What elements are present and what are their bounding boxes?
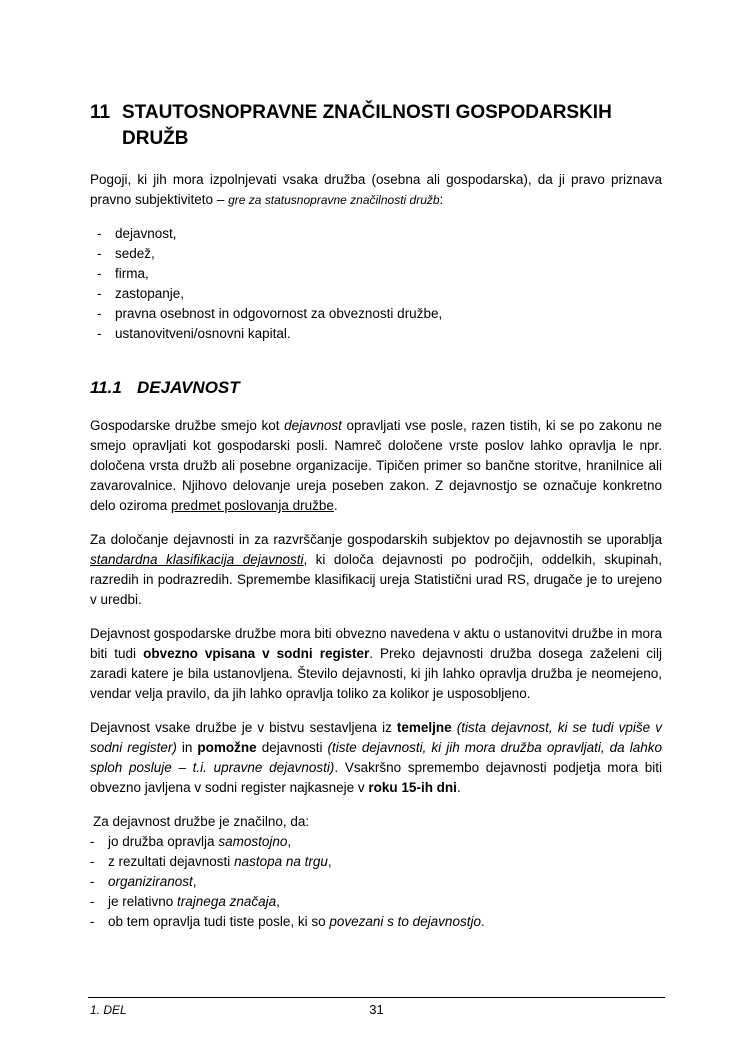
list-marker: - [90, 854, 95, 869]
list-marker: - [97, 306, 102, 321]
list-marker: - [97, 226, 102, 241]
list-item-text: pravna osebnost in odgovornost za obveznosti družbe, [115, 306, 443, 321]
body-paragraph: Dejavnost gospodarske družbe mora biti obvezno navedena v aktu o ustanovitvi družbe in mora biti tudi obvezno vpisana v sodni register. Preko dejavnosti družba dosega zaželeni cilj zaradi katere je bila ustanovljena. Število dejavnosti, ki jih lahko opravlja družba je neomejeno, vendar velja pravilo, da jih lahko opravlja toliko za kolikor je usposobljeno. [90, 626, 662, 701]
page-footer [88, 997, 665, 1018]
characteristics-lead: Za dejavnost družbe je značilno, da: [93, 814, 310, 829]
footer-row [88, 1000, 665, 1018]
list-item-text: sedež, [115, 246, 155, 261]
body-paragraph: Za določanje dejavnosti in za razvrščanje gospodarskih subjektov po dejavnostih se uporablja standardna klasifikacija dejavnosti, ki določa dejavnosti po področjih, oddelkih, skupinah, razredih in podrazredih. Spremembe klasifikacij ureja Statistični urad RS, drugače je to urejeno v uredbi. [90, 532, 662, 607]
body-paragraph: Dejavnost vsake družbe je v bistvu sestavljena iz temeljne (tista dejavnost, ki se tudi vpiše v sodni register) in pomožne dejavnosti (tiste dejavnosti, ki jih mora družba opravljati, da lahko sploh posluje – t.i. upravne dejavnosti). Vsakršno spremembo dejavnosti podjetja mora biti obvezno javljena v sodni register najkasneje v roku 15-ih dni. [90, 720, 662, 795]
list-item-text: z rezultati dejavnosti nastopa na trgu, [108, 854, 332, 869]
list-item-text: organiziranost, [108, 874, 197, 889]
list-item-text: je relativno trajnega značaja, [108, 894, 280, 909]
list-marker: - [90, 914, 95, 929]
list-item [97, 264, 662, 284]
section-heading [90, 376, 662, 400]
list-marker: - [97, 246, 102, 261]
list-item [90, 852, 662, 872]
body-paragraph: Gospodarske družbe smejo kot dejavnost opravljati vse posle, razen tistih, ki se po zakonu ne smejo opravljati kot gospodarski posli. Namreč določene vrste poslov lahko opravlja le npr. določena vrsta družb ali posebne organizacije. Tipičen primer so bančne storitve, hranilnice ali zavarovalnice. Njihovo delovanje ureja poseben zakon. Z dejavnostjo se označuje konkretno delo oziroma predmet poslovanja družbe. [90, 418, 662, 513]
list-item-text: ustanovitveni/osnovni kapital. [115, 326, 291, 341]
page-content [90, 100, 662, 946]
list-item-text: zastopanje, [115, 286, 185, 301]
section-number: 11.1 [90, 378, 122, 397]
list-item-text: firma, [115, 266, 149, 281]
list-marker: - [97, 266, 102, 281]
list-marker: - [90, 874, 95, 889]
characteristics-list [90, 832, 662, 932]
list-item [90, 912, 662, 932]
list-item [97, 304, 662, 324]
list-item [97, 224, 662, 244]
list-item-text: dejavnost, [115, 226, 177, 241]
list-item-text: jo družba opravlja samostojno, [108, 834, 292, 849]
chapter-number: 11 [90, 102, 111, 123]
list-item [90, 872, 662, 892]
list-item [90, 832, 662, 852]
chapter-title: STAUTOSNOPRAVNE ZNAČILNOSTI GOSPODARSKIH DRUŽB [122, 102, 612, 149]
list-item [97, 244, 662, 264]
intro-paragraph: Pogoji, ki jih mora izpolnjevati vsaka družba (osebna ali gospodarska), da ji pravo priznava pravno subjektiviteto – gre za statusnopravne značilnosti družb: [90, 172, 662, 207]
intro-list [97, 224, 662, 344]
footer-part-label: 1. DEL [90, 1003, 127, 1017]
section-title: DEJAVNOST [137, 378, 240, 397]
list-item [97, 284, 662, 304]
list-item-text: ob tem opravlja tudi tiste posle, ki so povezani s to dejavnostjo. [108, 914, 485, 929]
chapter-heading [90, 100, 662, 152]
list-marker: - [90, 834, 95, 849]
list-item [97, 324, 662, 344]
list-marker: - [97, 326, 102, 341]
list-item [90, 892, 662, 912]
list-marker: - [90, 894, 95, 909]
list-marker: - [97, 286, 102, 301]
footer-page-number: 31 [369, 1002, 384, 1017]
